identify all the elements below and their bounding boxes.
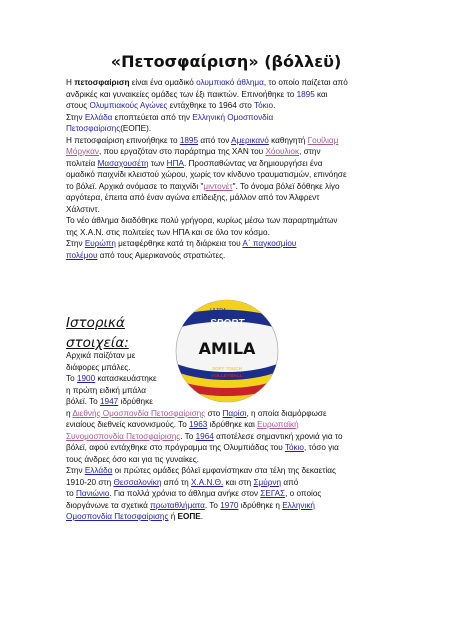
text-run: η πρώτη ειδική μπάλα [66, 385, 146, 395]
text-run: ιδρύθηκε και [207, 420, 258, 429]
intro-line [66, 181, 392, 193]
hyperlink[interactable]: 1970 [220, 500, 239, 510]
text-run: . Για πολλά χρόνια το άθλημα ανήκε στον [109, 489, 261, 498]
hyperlink[interactable]: 1947 [100, 397, 119, 406]
text-run: ή [168, 512, 178, 521]
text-run: μεταφέρθηκε κατά τη διάρκεια του [115, 239, 243, 248]
history-line [66, 511, 406, 523]
intro-line [66, 192, 392, 204]
ball-brand-sub: SOFT TOUCH [212, 366, 242, 371]
visited-hyperlink[interactable]: μιντονέτ [203, 181, 233, 191]
history-line [66, 373, 171, 385]
hyperlink[interactable]: 1900 [76, 374, 96, 383]
intro-line [66, 135, 392, 147]
hyperlink[interactable]: Χ.Α.Ν.Θ. [190, 477, 224, 487]
history-paragraph [66, 350, 406, 523]
text-run: . Προσπαθώντας να δημιουργήσει ένα [183, 158, 323, 168]
section-heading: Ιστορικά στοιχεία: [66, 315, 129, 351]
text-run: τους άνδρες όσο και για τις γυναίκες. [66, 454, 199, 464]
ball-brand-small: ULTRA [210, 308, 227, 314]
text-run: Το νέο άθλημα διαδόθηκε πολύ γρήγορα, κυρίως μέσω των παραρτημάτων [66, 216, 338, 225]
text-run: , ο οποίος [285, 489, 322, 498]
text-run: πολιτεία [66, 158, 98, 168]
visited-hyperlink[interactable]: Γουίλιαμ [307, 135, 339, 145]
hyperlink[interactable]: Ελλάδα [84, 466, 113, 475]
bold-term: πετοσφαίριση [74, 78, 130, 87]
hyperlink[interactable]: Θεσσαλονίκη [113, 477, 162, 487]
hyperlink[interactable]: πρωταθλήματα [150, 500, 205, 510]
text-run: Η πετοσφαίριση επινοήθηκε το [66, 135, 180, 145]
hyperlink[interactable]: ΗΠΑ [166, 158, 184, 168]
text-run: το βόλεϊ. Αρχικά ονόμασε το παιχνίδι " [66, 181, 204, 191]
text-run: , το οποίο παίζεται από [263, 78, 348, 87]
hyperlink[interactable]: Αμερικανό [231, 135, 269, 145]
text-run: , που εργαζόταν στο παράρτημα της ΧΑΝ του [98, 147, 266, 156]
ball-brand-main: AMILA [198, 339, 256, 358]
text-run: διάφορες μπάλες. [66, 362, 131, 372]
intro-line [66, 227, 392, 239]
text-run: Στην [66, 112, 85, 122]
intro-line [66, 146, 392, 158]
text-run: είναι ένα ομαδικό [129, 78, 197, 87]
text-run: Στην [66, 239, 85, 248]
intro-line [66, 215, 392, 227]
hyperlink[interactable]: 1895 [179, 135, 199, 145]
text-run: , στην [299, 147, 321, 156]
text-run: στους [66, 101, 90, 110]
highlight-term: Ελληνική Ομοσπονδία [192, 112, 274, 122]
visited-hyperlink[interactable]: Συνομοσπονδία Πετοσφαίρισης [66, 431, 181, 441]
hyperlink[interactable]: Τόκιο [284, 443, 304, 452]
hyperlink[interactable]: Σμύρνη [253, 477, 282, 487]
text-run: βόλεϊ. Το [66, 397, 100, 406]
text-run: εποπτεύεται από την [112, 112, 193, 122]
text-run: οι πρώτες ομάδες βόλεϊ εμφανίστηκαν στα τέλη της δεκαετίας [112, 466, 336, 475]
intro-line [66, 238, 392, 250]
text-run: ". Το όνομα βόλεϊ δόθηκε λίγο [232, 181, 340, 191]
text-run: από τους Αμερικανούς στρατιώτες. [97, 250, 226, 260]
text-run: . Το [180, 431, 196, 441]
highlight-term: Πετοσφαίρισης [66, 124, 121, 133]
hyperlink[interactable]: πολέμου [66, 250, 98, 260]
text-run: εντάχθηκε το 1964 στο [167, 101, 254, 110]
text-run: από τον [198, 135, 232, 145]
ball-brand-top: SPORT [209, 318, 245, 329]
text-run: από τη [161, 477, 191, 487]
history-line [66, 454, 406, 466]
visited-hyperlink[interactable]: Ευρωπαϊκή [257, 420, 299, 429]
history-line [66, 500, 406, 512]
intro-line [66, 77, 392, 89]
history-line [66, 350, 171, 362]
hyperlink[interactable]: Ελληνική [282, 500, 315, 510]
visited-hyperlink[interactable]: Μόργκαν [66, 147, 99, 156]
intro-line [66, 204, 392, 216]
text-run: αργότερα, έπειτα από έναν αγώνα επίδειξης, μάλλον από τον Άλφρεντ [66, 193, 320, 202]
intro-line [66, 123, 392, 135]
text-run: ανδρικές και γυναικείες ομάδες των έξι παικτών. Επινοήθηκε το [66, 89, 297, 99]
hyperlink[interactable]: Παρίσι [222, 408, 247, 418]
visited-hyperlink[interactable]: Διεθνής Ομοσπονδία Πετοσφαίρισης [72, 408, 206, 418]
text-run: και [314, 89, 328, 99]
text-run: (ΕΟΠΕ). [120, 124, 152, 133]
intro-paragraph [66, 77, 392, 261]
intro-line [66, 89, 392, 101]
intro-line [66, 112, 392, 124]
text-run: των [148, 158, 167, 168]
bold-term: ΕΟΠΕ [177, 512, 201, 521]
hyperlink[interactable]: Πανιώνιο [75, 489, 110, 498]
intro-line [66, 169, 392, 181]
text-run: . Το [204, 500, 221, 510]
text-run: Αρχικά παίζόταν με [66, 351, 136, 360]
highlight-term: Τόκιο [253, 101, 274, 110]
text-run: , τόσο για [303, 443, 339, 452]
history-line [66, 442, 406, 454]
text-run: Το [66, 374, 77, 383]
hyperlink[interactable]: Ευρώπη [84, 239, 116, 248]
text-run: 1910-20 στη [66, 477, 114, 487]
intro-line [66, 250, 392, 262]
history-line [66, 408, 406, 420]
text-run: ενιαίους διεθνείς κανονισμούς. Το [66, 420, 190, 429]
intro-line [66, 100, 392, 112]
history-line [66, 477, 406, 489]
text-run: Χάλστιντ. [66, 204, 100, 214]
history-line [66, 385, 171, 397]
text-run: ιδρύθηκε η [238, 500, 283, 510]
text-run: διοργάνωνε τα σχετικά [66, 500, 151, 510]
hyperlink[interactable]: 1964 [195, 431, 214, 441]
history-line [66, 396, 171, 408]
highlight-term: ολυμπιακό άθλημα [196, 78, 264, 87]
text-run: , η οποία διαμόρφωσε [246, 408, 327, 418]
text-run: η [66, 408, 73, 418]
text-run: το [66, 489, 76, 498]
highlight-term: 1895 [296, 89, 315, 99]
hyperlink[interactable]: Ομοσπονδία Πετοσφαίρισης [66, 512, 169, 521]
text-run: . [200, 512, 204, 521]
ball-brand-sub2: VOLLEYBALL [211, 374, 243, 379]
highlight-term: Ελλάδα [84, 112, 113, 122]
text-run: βόλεϊ, αφού εντάχθηκε στο πρόγραμμα της Ολυμπιάδας του [66, 443, 285, 452]
text-run: Στην [66, 466, 85, 475]
history-line [66, 431, 406, 443]
intro-line [66, 158, 392, 170]
hyperlink[interactable]: ΣΕΓΑΣ [260, 489, 286, 498]
text-run: από [281, 477, 299, 487]
text-run: αποτέλεσε σημαντική χρονιά για το [213, 431, 343, 441]
highlight-term: Ολυμπιακούς Αγώνες [89, 101, 168, 110]
text-run: Η [66, 78, 75, 87]
text-run: ομαδικό παιχνίδι κλειστού χώρου, χωρίς τον κίνδυνο τραυματισμών, επινόησε [66, 170, 347, 179]
hyperlink[interactable]: Α΄ παγκοσμίου [242, 239, 297, 248]
text-run: καθηγητή [268, 135, 308, 145]
text-run: ιδρύθηκε [118, 397, 153, 406]
hyperlink[interactable]: Μασαχουσέτη [97, 158, 149, 168]
text-run: κατασκευάστηκε [95, 374, 157, 383]
history-line [66, 362, 171, 374]
history-line [66, 419, 406, 431]
text-run: και στη [223, 477, 254, 487]
history-line [66, 465, 406, 477]
hyperlink[interactable]: 1963 [189, 420, 208, 429]
text-run: . [273, 101, 276, 110]
page-title: «Πετοσφαίριση» (βόλλεϋ) [110, 52, 342, 71]
visited-hyperlink[interactable]: Χόουλιοκ [265, 147, 300, 156]
text-run: στο [205, 408, 223, 418]
text-run: της Χ.Α.Ν. στις πολιτείες των ΗΠΑ και σε όλο τον κόσμο. [66, 227, 270, 237]
history-line [66, 488, 406, 500]
